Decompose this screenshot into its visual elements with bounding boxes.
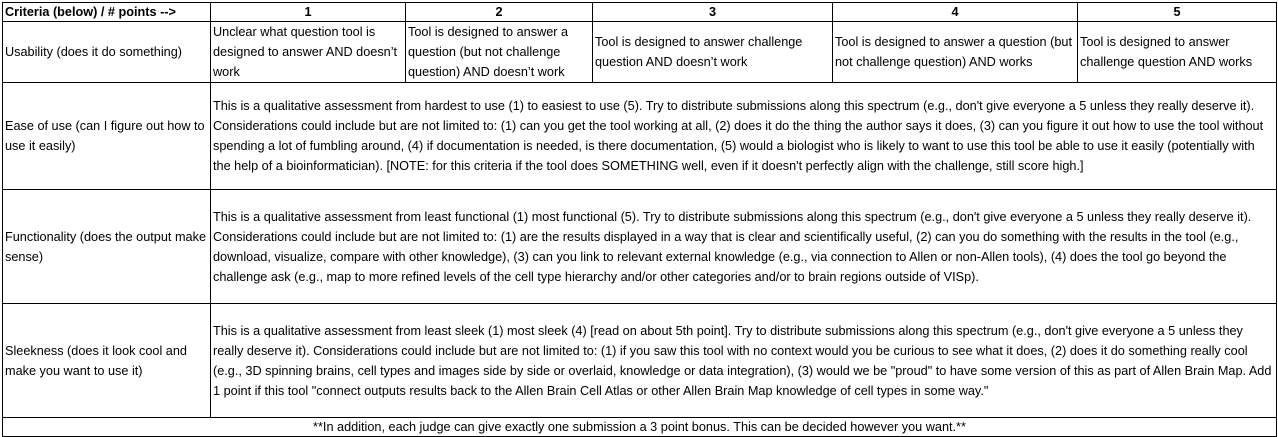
rubric-table [2, 2, 1277, 437]
functionality-criteria: Functionality (does the output make sense) [3, 190, 211, 304]
usability-cell-5: Tool is designed to answer challenge question AND works [1078, 22, 1277, 83]
usability-cell-3: Tool is designed to answer challenge question AND doesn’t work [593, 22, 833, 83]
sleekness-row [3, 304, 1277, 418]
functionality-description: This is a qualitative assessment from least functional (1) most functional (5). Try to distribute submissions along this spectrum (e.g., don't give everyone a 5 unless they really deserve it). Considerations could include but are not limited to: (1) are the results displayed in a way that is clear and scientifically useful, (2) can you do something with the results in the tool (e.g., download, visualize, compare with other knowledge), (3) can you link to relevant external knowledge (e.g., via connection to Allen or non-Allen tools), (4) does the tool go beyond the challenge ask (e.g., map to more refined levels of the cell type hierarchy and/or other categories and/or to brain regions outside of VISp). [211, 190, 1277, 304]
points-header-3: 3 [593, 3, 833, 22]
usability-cell-1: Unclear what question tool is designed to answer AND doesn’t work [211, 22, 406, 83]
points-header-5: 5 [1078, 3, 1277, 22]
ease-of-use-criteria: Ease of use (can I figure out how to use it easily) [3, 83, 211, 190]
ease-of-use-description: This is a qualitative assessment from hardest to use (1) to easiest to use (5). Try to distribute submissions along this spectrum (e.g., don't give everyone a 5 unless they really deserve it). Considerations could include but are not limited to: (1) can you get the tool working at all, (2) does it do the thing the author says it does, (3) can you figure it out how to use the tool without spending a lot of fumbling around, (4) if documentation is needed, is there documentation, (5) would a biologist who is likely to want to use this tool be able to use it easily (potentially with the help of a bioinformatician). [NOTE: for this criteria if the tool does SOMETHING well, even if it doesn't perfectly align with the challenge, still score high.] [211, 83, 1277, 190]
header-row [3, 3, 1277, 22]
points-header-4: 4 [833, 3, 1078, 22]
bonus-note: **In addition, each judge can give exactly one submission a 3 point bonus. This can be decided however you want.** [3, 418, 1277, 437]
sleekness-criteria: Sleekness (does it look cool and make you want to use it) [3, 304, 211, 418]
usability-criteria: Usability (does it do something) [3, 22, 211, 83]
usability-cell-4: Tool is designed to answer a question (but not challenge question) AND works [833, 22, 1078, 83]
functionality-row [3, 190, 1277, 304]
criteria-header: Criteria (below) / # points --> [3, 3, 211, 22]
sleekness-description: This is a qualitative assessment from least sleek (1) most sleek (4) [read on about 5th point]. Try to distribute submissions along this spectrum (e.g., don't give everyone a 5 unless they really deserve it). Considerations could include but are not limited to: (1) if you saw this tool with no context would you be curious to see what it does, (2) does it do something really cool (e.g., 3D spinning brains, cell types and images side by side or overlaid, knowledge or data integration), (3) would we be "proud" to have some version of this as part of Allen Brain Map. Add 1 point if this tool "connect outputs results back to the Allen Brain Cell Atlas or other Allen Brain Map knowledge of cell types in some way." [211, 304, 1277, 418]
usability-cell-2: Tool is designed to answer a question (but not challenge question) AND doesn’t work [406, 22, 593, 83]
ease-of-use-row [3, 83, 1277, 190]
points-header-1: 1 [211, 3, 406, 22]
points-header-2: 2 [406, 3, 593, 22]
footer-row [3, 418, 1277, 437]
usability-row [3, 22, 1277, 83]
